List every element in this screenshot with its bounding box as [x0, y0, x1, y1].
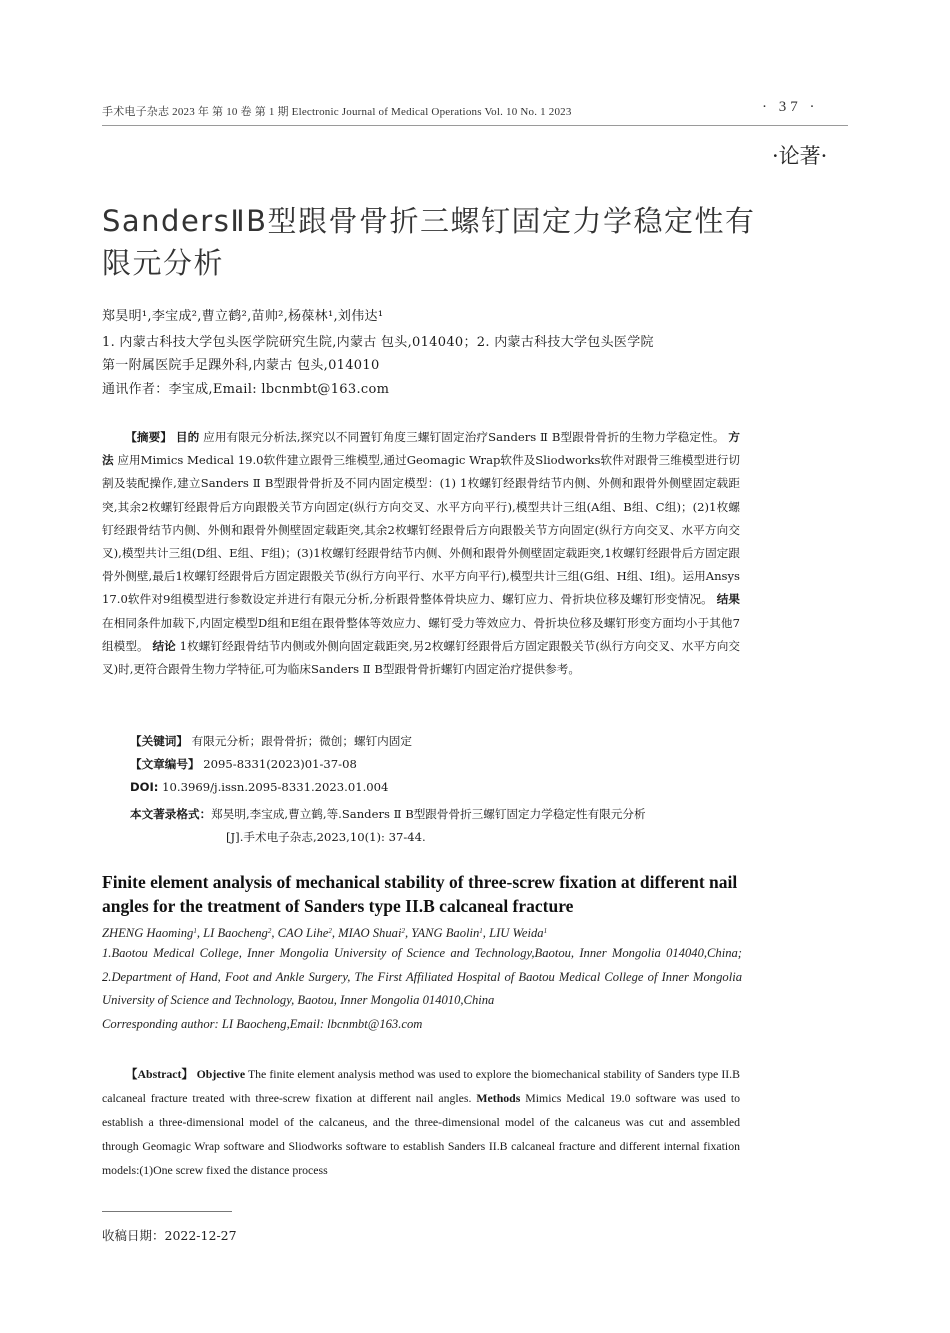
author-en-5-affil: 1 [479, 927, 483, 935]
article-number-label: 【文章编号】 [130, 757, 200, 771]
author-en-1: ZHENG Haoming [102, 926, 194, 940]
authors-en: ZHENG Haoming$^1$, LI Baocheng$^2$, CAO Lihe$^2$, MIAO Shuai$^2$, YANG Baolin$^1$, LIU Weida$^1$ [102, 926, 548, 940]
methods-label-cn: 方法 [102, 430, 740, 468]
objective-label-cn: 目的 [175, 430, 200, 444]
keywords-value: 有限元分析；跟骨骨折；微创；螺钉内固定 [191, 734, 412, 748]
running-header: 手术电子杂志 2023 年 第 10 卷 第 1 期 Electronic Journal of Medical Operations Vol. 10 No. 1 2023 [102, 106, 572, 118]
affiliation-en: 1.Baotou Medical College, Inner Mongolia University of Science and Technology,Baotou, Inner Mongolia 014040,China; 2.Department of Hand, Foot and Ankle Surgery, The First Affiliated Hospital of Baotou Medical College of Inner Mongolia University of Science and Technology, Baotou, Inner Mongolia 014010,China [102, 946, 742, 1007]
section-label: ·论著· [772, 144, 828, 168]
objective-label-en: Objective [196, 1067, 246, 1081]
doi [130, 780, 388, 794]
keywords-label: 【关键词】 [130, 734, 188, 748]
citation-line1: 郑昊明,李宝成,曹立鹤,等.Sanders Ⅱ B型跟骨骨折三螺钉固定力学稳定性有限元分析 [211, 807, 646, 821]
header-rule [102, 125, 848, 126]
article-number-value: 2095-8331(2023)01-37-08 [203, 757, 357, 771]
citation-label: 本文著录格式： [130, 807, 212, 821]
doi-label: DOI: [130, 780, 159, 794]
article-title-en: Finite element analysis of mechanical stability of three-screw fixation at different nail angles for the treatment of Sanders type II.B calcaneal fracture [102, 872, 738, 916]
received-date-footnote: 收稿日期：2022-12-27 [102, 1228, 237, 1243]
objective-text-en: The finite element analysis method was used to explore the biomechanical stability of Sanders type II.B calcaneal fracture treated with three-screw fixation at different nail angles. [102, 1067, 740, 1105]
doi-value: 10.3969/j.issn.2095-8331.2023.01.004 [162, 780, 389, 794]
corresponding-author-cn: 通讯作者：李宝成,Email: lbcnmbt@163.com [102, 382, 390, 397]
author-en-2: LI Baocheng [203, 926, 268, 940]
abstract-cn [102, 426, 740, 681]
author-en-6: LIU Weida [489, 926, 544, 940]
methods-text-cn: 应用Mimics Medical 19.0软件建立跟骨三维模型,通过Geomagic Wrap软件及Sliodworks软件对跟骨三维模型进行切割及装配操作,建立Sanders Ⅱ B型跟骨骨折及不同内固定模型：(1) 1枚螺钉经跟骨结节内侧、外侧和跟骨外侧壁固定载距突,其余2枚螺钉经跟骨后方向跟骰关节方向固定(纵行方向交叉、水平方向平行),模型共计三组(A组、B组、C组)；(2)1枚螺钉经跟骨结节内侧、外侧和跟骨外侧壁固定载距突,其余2枚螺钉经跟骨后方向跟骰关节方向固定(纵行方向交叉、水平方向交叉),模型共计三组(D组、E组、F组)；(3)1枚螺钉经跟骨结节内侧、外侧和跟骨外侧壁固定载距突,1枚螺钉经跟骨后方固定跟骨外侧壁,最后1枚螺钉经跟骨后方固定跟骰关节(纵行方向平行、水平方向平行),模型共计三组(G组、H组、I组)。运用Ansys 17.0软件对9组模型进行参数设定并进行有限元分析,分析跟骨整体骨块应力、螺钉应力、骨折块位移及螺钉形变情况。 [102, 453, 740, 607]
footnote-rule [102, 1211, 232, 1212]
conclusion-text-cn: 1枚螺钉经跟骨结节内侧或外侧向固定载距突,另2枚螺钉经跟骨后方固定跟骰关节(纵行方向交叉、水平方向交叉)时,更符合跟骨生物力学特征,可为临床Sanders Ⅱ B型跟骨骨折螺钉内固定治疗提供参考。 [102, 638, 741, 677]
corresponding-author-en: Corresponding author: LI Baocheng,Email: lbcnmbt@163.com [102, 1017, 423, 1031]
article-number [130, 756, 357, 772]
objective-text-cn: 应用有限元分析法,探究以不同置钉角度三螺钉固定治疗Sanders Ⅱ B型跟骨骨折的生物力学稳定性。 [203, 430, 725, 444]
authors-cn: 郑昊明¹,李宝成²,曹立鹤²,苗帅²,杨葆林¹,刘伟达¹ [102, 309, 384, 324]
author-en-3-affil: 2 [328, 927, 332, 935]
article-title-cn: SandersⅡB型跟骨骨折三螺钉固定力学稳定性有限元分析 [102, 204, 756, 280]
conclusion-label-cn: 结论 [152, 638, 176, 653]
author-en-3: CAO Lihe [277, 926, 329, 940]
abstract-en-label: 【Abstract】 [125, 1067, 194, 1081]
author-en-6-affil: 1 [543, 927, 548, 935]
author-en-4: MIAO Shuai [338, 926, 402, 940]
affiliation-cn-line1: 1. 内蒙古科技大学包头医学院研究生院,内蒙古 包头,014040；2. 内蒙古科技大学包头医学院 [102, 335, 654, 350]
methods-text-en: Mimics Medical 19.0 software was used to establish a three-dimensional model of the calcaneus, and the three-dimensional model of the calcaneus was cut and assembled through Geomagic Wrap software and Sliodworks software to establish Sanders II.B calcaneal fracture and different internal fixation models:(1)One screw fixed the distance process [102, 1091, 741, 1177]
affiliation-cn-line2: 第一附属医院手足踝外科,内蒙古 包头,014010 [102, 358, 380, 373]
author-en-4-affil: 2 [401, 927, 405, 935]
page-number: · 37 · [762, 99, 819, 115]
citation-line2: [J].手术电子杂志,2023,10(1): 37-44. [226, 830, 426, 844]
author-en-2-affil: 2 [267, 927, 272, 935]
methods-label-en: Methods [476, 1091, 521, 1105]
keywords-cn [130, 733, 412, 749]
results-label-cn: 结果 [716, 592, 740, 607]
abstract-en [102, 1062, 740, 1182]
author-en-1-affil: 1 [193, 927, 197, 935]
results-text-cn: 在相同条件加载下,内固定模型D组和E组在跟骨整体等效应力、螺钉受力等效应力、骨折块位移及螺钉形变方面均小于其他7组模型。 [102, 615, 740, 653]
author-en-5: YANG Baolin [411, 926, 480, 940]
abstract-cn-label: 【摘要】 [125, 430, 173, 444]
citation-format [130, 803, 740, 849]
